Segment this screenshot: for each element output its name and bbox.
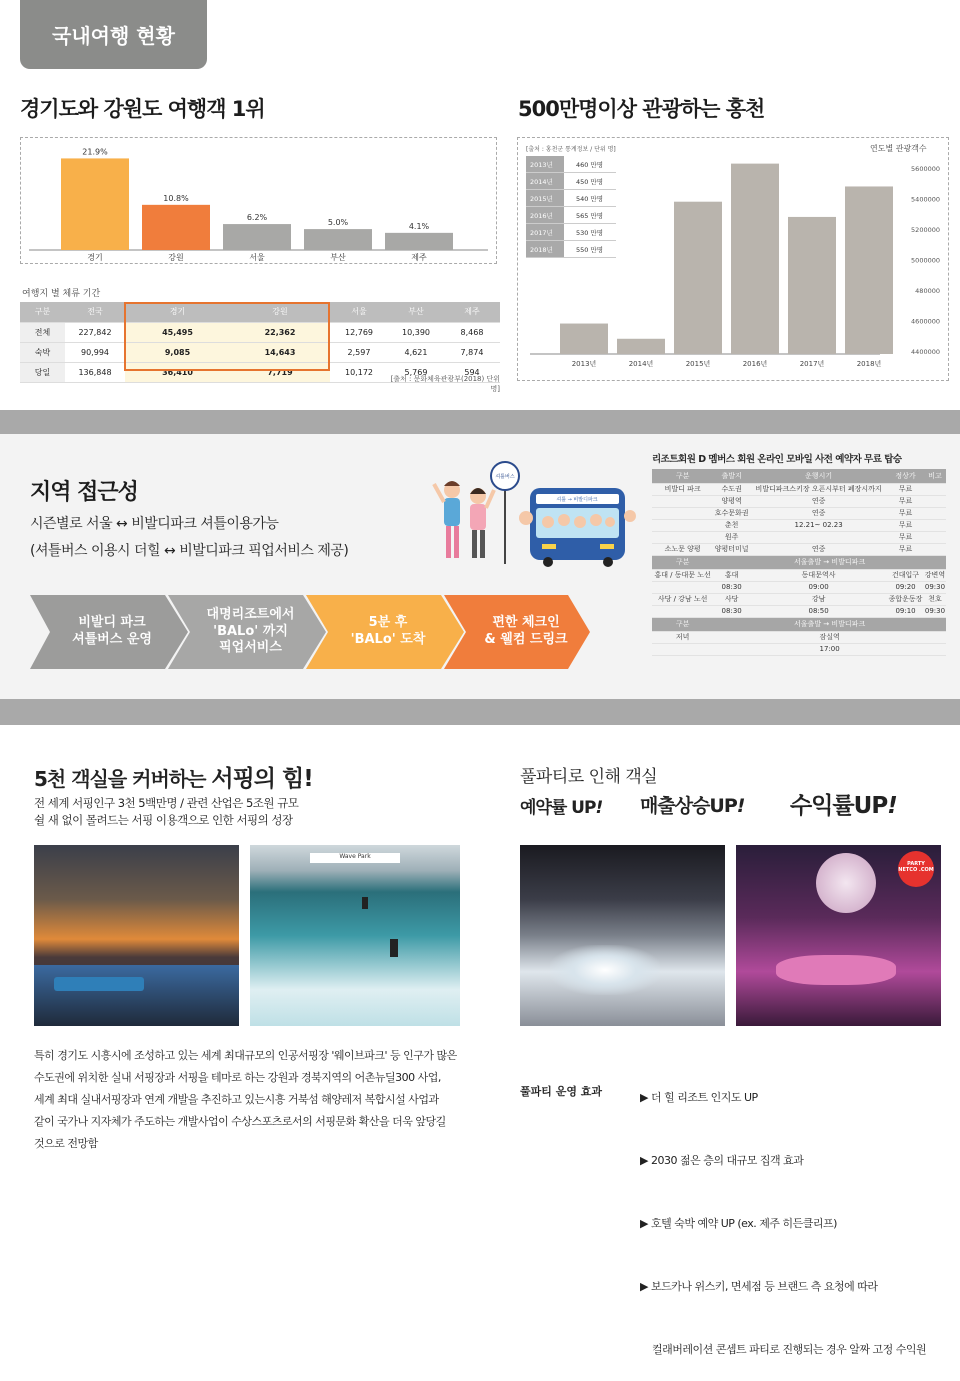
shuttle-cell: 08:30 [713, 581, 750, 593]
stay-cell: 4,621 [388, 342, 444, 362]
bar-경기 [61, 158, 129, 250]
divider-band-1 [0, 410, 960, 434]
shuttle-cell: 무료 [887, 507, 924, 519]
divider-band-2 [0, 699, 960, 725]
surf-title [34, 760, 313, 793]
table-row [652, 531, 946, 543]
access-line-2: (셔틀버스 이용시 더힐 ↔ 비발디파크 픽업서비스 제공) [30, 543, 349, 559]
bar-value-label: 21.9% [82, 147, 108, 157]
section-tab [20, 0, 207, 69]
kpi-3-label: 수익률UP [790, 793, 888, 819]
x-tick-label: 2018년 [856, 360, 882, 368]
y-tick-label: 5200000 [911, 226, 940, 234]
bar-category-label: 부산 [330, 253, 346, 262]
y-tick-label: 4400000 [911, 348, 940, 356]
stay-header-cell: 전국 [65, 302, 125, 322]
access-line-1: 시즌별로 서울 ↔ 비발디파크 셔틀이용가능 [30, 516, 279, 532]
stay-cell: 숙박 [20, 342, 65, 362]
visitor-cell: 540 만명 [564, 190, 616, 206]
step-3-label: 5분 후 'BALo' 도착 [350, 615, 426, 647]
shuttle-table [652, 469, 946, 656]
year-cell: 2014년 [526, 173, 564, 189]
y-tick-label: 4600000 [911, 317, 940, 326]
shuttle-cell: 구분 [652, 555, 713, 569]
shuttle-cell: 09:30 [924, 583, 946, 591]
shuttle-cell: 홍대 [713, 569, 750, 581]
shuttle-cell: 강변역 [924, 571, 946, 579]
right-title: 500만명이상 관광하는 홍천 [518, 97, 765, 121]
shuttle-cell: 구분 [652, 617, 713, 631]
stay-cell: 5,769 [388, 362, 444, 382]
shuttle-cell [652, 531, 713, 543]
shuttle-cell: 무료 [887, 543, 924, 555]
party-badge: PARTY NETCO .COM [898, 851, 934, 887]
table-row [652, 555, 946, 569]
stay-cell: 8,468 [444, 322, 500, 342]
shuttle-cell: 사당 [713, 593, 750, 605]
shuttle-cell: 운행시기 [750, 469, 887, 483]
shuttle-cell: 수도권 [713, 483, 750, 495]
shuttle-cell: 양평터미널 [714, 545, 749, 553]
bar-value-label: 10.8% [163, 193, 189, 203]
x-tick-label: 2014년 [628, 360, 654, 368]
hongcheon-chart [520, 156, 948, 378]
shuttle-table-title: 리조트회원 D 멤버스 회원 온라인 모바일 사전 예약자 무료 탑승 [652, 454, 902, 465]
year-bar [731, 164, 779, 354]
shuttle-cell: 무료 [887, 531, 924, 543]
wave-park-sign: Wave Park [310, 853, 400, 863]
table-row [652, 643, 946, 655]
shuttle-cell: 구분 [652, 469, 713, 483]
bus-sign-label: 셔틀 → 비발디파크 [556, 497, 598, 503]
shuttle-cell: 비고 [924, 469, 946, 483]
stay-cell: 당일 [20, 362, 65, 382]
travel-share-chart-box [20, 137, 497, 264]
table-row [652, 483, 946, 495]
effect-item: ▶ 보드카나 위스키, 면세점 등 브랜드 측 요청에 따라 [640, 1280, 878, 1293]
shuttle-cell: 09:20 [887, 581, 924, 593]
surf-title-a: 5천 객실을 커버하는 [34, 767, 212, 791]
y-tick-label: 5400000 [911, 195, 940, 204]
visitor-cell: 450 만명 [564, 173, 616, 189]
shuttle-cell [750, 531, 887, 543]
visitor-cell: 530 만명 [564, 224, 616, 240]
bar-value-label: 4.1% [408, 221, 430, 231]
shuttle-cell: 서울출발 → 비발디파크 [713, 617, 946, 631]
kpi-1-bang: ! [595, 798, 603, 818]
shuttle-cell: 출발지 [713, 469, 750, 483]
table-row [652, 631, 946, 643]
kpi-2-bang: ! [736, 795, 745, 817]
kpi-1 [520, 793, 602, 818]
para-line: 특히 경기도 시흥시에 조성하고 있는 세계 최대규모의 인공서핑장 '웨이브파크' 등 인구가 많은 [34, 1049, 457, 1062]
hongcheon-legend-title: 연도별 관광객수 [870, 144, 927, 153]
bar-강원 [142, 205, 210, 250]
surf-sub-1: 전 세계 서핑인구 3천 5백만명 / 관련 산업은 5조원 규모 [34, 796, 299, 810]
stay-cell: 594 [444, 362, 500, 382]
table-row [652, 495, 946, 507]
para-line: 것으로 전망함 [34, 1137, 98, 1150]
shuttle-cell [652, 507, 713, 519]
shuttle-cell: 원주 [713, 531, 750, 543]
stay-caption: 여행지 별 체류 기간 [22, 289, 101, 299]
table-row [652, 593, 946, 605]
x-tick-label: 2015년 [685, 360, 711, 368]
kpi-3-bang: ! [887, 793, 897, 819]
effect-item: ▶ 더 힐 리조트 인지도 UP [640, 1091, 758, 1104]
stay-cell: 36,410 [125, 362, 230, 382]
year-cell: 2018년 [526, 241, 564, 257]
stay-source: [출처 : 문화체육관광부(2018) 단위 명] [390, 375, 500, 393]
surf-paragraph [34, 1045, 474, 1155]
stay-header-cell: 강원 [230, 302, 330, 322]
step-2-label: 대명리조트에서 'BALo' 까지 픽업서비스 [206, 606, 295, 656]
shuttle-cell: 연중 [750, 543, 887, 555]
kpi-2-label: 매출상승UP [640, 795, 737, 817]
bar-부산 [304, 229, 372, 250]
stay-header-cell: 구분 [20, 302, 65, 322]
shuttle-table-wrap [652, 469, 946, 656]
effect-item: ▶ 호텔 숙박 예약 UP (ex. 제주 히든클리프) [640, 1217, 837, 1230]
stay-cell: 90,994 [65, 342, 125, 362]
stay-cell: 12,769 [330, 322, 388, 342]
shuttle-cell [652, 581, 713, 593]
shuttle-cell: 잠실역 [713, 631, 946, 643]
shuttle-cell: 홍대 / 동대문 노선 [652, 569, 713, 581]
stay-cell: 10,172 [330, 362, 388, 382]
table-row [652, 617, 946, 631]
table-row [652, 519, 946, 531]
bus-stop-sign [491, 462, 519, 564]
shuttle-cell: 무료 [887, 483, 924, 495]
year-cell: 2017년 [526, 224, 564, 240]
shuttle-cell [924, 519, 946, 531]
table-row [652, 507, 946, 519]
section-tab-label: 국내여행 현황 [52, 24, 175, 48]
year-bar [560, 324, 608, 354]
shuttle-cell: 17:00 [713, 643, 946, 655]
kpi-3 [790, 787, 897, 820]
step-1-label: 비발디 파크 셔틀버스 운영 [72, 615, 152, 647]
shuttle-cell: 무료 [887, 495, 924, 507]
bar-category-label: 서울 [249, 253, 265, 262]
x-tick-label: 2016년 [742, 360, 768, 368]
para-line: 같이 국가나 지자체가 주도하는 개발사업이 수상스포츠로서의 서핑문화 확산을 더욱 앞당길 [34, 1115, 446, 1128]
surf-sunset-photo [34, 845, 239, 1026]
bar-value-label: 5.0% [327, 218, 349, 228]
effect-label: 풀파티 운영 효과 [520, 1085, 603, 1098]
para-line: 세계 최대 실내서핑장과 연계 개발을 추진하고 있는시흥 거북섬 해양레저 복합시설 사업과 [34, 1093, 439, 1106]
y-tick-label: 480000 [915, 287, 940, 295]
bus [519, 488, 636, 567]
highlight-frame [124, 302, 330, 371]
shuttle-cell: 양평역 [713, 495, 750, 507]
surf-sub-2: 쉴 새 없이 몰려드는 서핑 이용객으로 인한 서핑의 성장 [34, 813, 293, 827]
shuttle-cell [652, 519, 713, 531]
bar-value-label: 6.2% [246, 213, 268, 223]
stay-header-cell: 부산 [388, 302, 444, 322]
shuttle-cell [652, 605, 713, 617]
stay-cell: 136,848 [65, 362, 125, 382]
stay-cell: 22,362 [230, 322, 330, 342]
step-4-label: 편한 체크인 & 웰컴 드링크 [484, 615, 568, 647]
shuttle-cell [924, 495, 946, 507]
table-row [652, 569, 946, 581]
pool-party-photo-2 [736, 845, 941, 1026]
stay-cell: 7,719 [230, 362, 330, 382]
shuttle-cell: 서울출발 → 비발디파크 [713, 555, 946, 569]
visitor-cell: 550 만명 [564, 241, 616, 257]
bar-category-label: 제주 [411, 253, 427, 262]
stay-header-cell: 서울 [330, 302, 388, 322]
x-tick-label: 2013년 [571, 360, 597, 368]
shuttle-cell: 사당 / 강남 노선 [652, 593, 713, 605]
bar-서울 [223, 224, 291, 250]
bar-제주 [385, 233, 453, 250]
y-tick-label: 5600000 [911, 165, 940, 173]
stay-header-cell: 경기 [125, 302, 230, 322]
pool-party-photo-1 [520, 845, 725, 1026]
stay-cell: 전체 [20, 322, 65, 342]
surf-title-b: 서핑의 힘! [211, 766, 313, 792]
shuttle-cell: 09:10 [887, 605, 924, 617]
year-cell: 2016년 [526, 207, 564, 223]
bar-category-label: 경기 [87, 253, 103, 262]
shuttle-cell: 천호 [924, 593, 946, 605]
shuttle-cell: 소노문 양평 [652, 543, 713, 555]
shuttle-cell: 동대문역사 [750, 569, 887, 581]
access-title: 지역 접근성 [30, 480, 138, 505]
bar-category-label: 강원 [168, 253, 184, 262]
shuttle-cell: 건대입구 [887, 569, 924, 581]
kpi-1-label: 예약률 UP [520, 798, 596, 818]
shuttle-cell: 춘천 [713, 519, 750, 531]
stay-cell: 2,597 [330, 342, 388, 362]
effect-item: ▶ 2030 젊은 층의 대규모 집객 효과 [640, 1154, 804, 1167]
travel-share-chart [21, 138, 496, 263]
shuttle-cell: 비발디파크스키장 오픈시부터 폐장시까지 [750, 483, 887, 495]
kpi-2 [640, 791, 744, 818]
shuttle-cell: 강남 [750, 593, 887, 605]
shuttle-cell: 연중 [750, 495, 887, 507]
wave-pool-photo [250, 845, 460, 1026]
para-line: 수도권에 위치한 실내 서핑장과 서핑을 테마로 하는 강원과 경북지역의 어촌뉴딜300 사업, [34, 1071, 441, 1084]
stay-header-cell: 제주 [444, 302, 500, 322]
stay-cell: 45,495 [125, 322, 230, 342]
shuttle-cell: 12.21~ 02.23 [750, 519, 887, 531]
pool-title: 풀파티로 인해 객실 [520, 767, 658, 787]
y-tick-label: 5000000 [911, 256, 940, 265]
shuttle-illustration [430, 460, 635, 570]
shuttle-cell: 08:50 [750, 605, 887, 617]
hongcheon-source: [출처 : 홍천군 통계정보 / 단위 명] [526, 146, 616, 153]
people-figure [434, 481, 494, 558]
shuttle-cell: 09:00 [750, 581, 887, 593]
table-row [652, 581, 946, 593]
year-cell: 2015년 [526, 190, 564, 206]
table-row [652, 543, 946, 555]
year-cell: 2013년 [526, 156, 564, 172]
shuttle-cell [924, 543, 946, 555]
year-bar [845, 186, 893, 354]
shuttle-cell [924, 507, 946, 519]
shuttle-cell: 호수문화권 [714, 509, 749, 517]
shuttle-cell: 정상가 [887, 469, 924, 483]
x-tick-label: 2017년 [799, 360, 825, 368]
stay-cell: 10,390 [388, 322, 444, 342]
year-bar [617, 339, 665, 354]
shuttle-cell: 08:30 [713, 605, 750, 617]
sign-label: 셔틀버스 [495, 474, 515, 480]
shuttle-cell: 비발디 파크 [652, 483, 713, 495]
shuttle-cell: 무료 [887, 519, 924, 531]
visitor-cell: 460 만명 [564, 156, 616, 172]
shuttle-cell: 종합운동장 [888, 595, 923, 603]
visitor-cell: 565 만명 [564, 207, 616, 223]
left-title: 경기도와 강원도 여행객 1위 [20, 97, 265, 121]
table-row [652, 605, 946, 617]
shuttle-cell [924, 483, 946, 495]
shuttle-cell [652, 495, 713, 507]
stay-cell: 227,842 [65, 322, 125, 342]
stay-cell: 7,874 [444, 342, 500, 362]
effect-item: 컬래버레이션 콘셉트 파티로 진행되는 경우 알짜 고정 수익원 [640, 1343, 927, 1356]
table-row [652, 469, 946, 483]
stay-cell: 14,643 [230, 342, 330, 362]
shuttle-cell [652, 643, 713, 655]
effect-list [640, 1045, 950, 1381]
year-bar [788, 217, 836, 354]
shuttle-cell: 09:30 [924, 607, 946, 615]
shuttle-cell: 저녁 [652, 631, 713, 643]
year-bar [674, 202, 722, 354]
shuttle-cell [924, 531, 946, 543]
shuttle-cell: 연중 [750, 507, 887, 519]
stay-cell: 9,085 [125, 342, 230, 362]
